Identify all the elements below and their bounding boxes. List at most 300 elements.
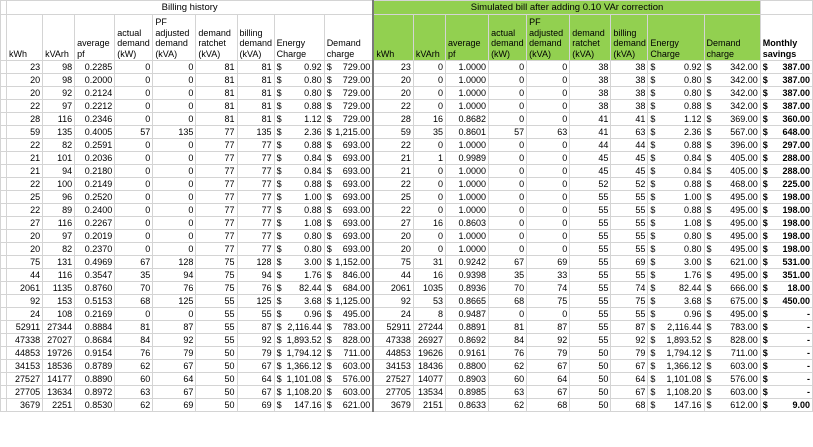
- simulated-cell[interactable]: 75: [611, 295, 648, 308]
- simulated-cell[interactable]: 60: [489, 373, 527, 386]
- simulated-cell[interactable]: 1.0000: [445, 74, 488, 87]
- monthly-savings-header[interactable]: Monthly savings: [760, 15, 812, 61]
- simulated-cell[interactable]: 45: [570, 152, 611, 165]
- savings-cell[interactable]: $ 387.00: [760, 74, 812, 87]
- simulated-cell[interactable]: 59: [373, 126, 413, 139]
- savings-cell[interactable]: $ 648.00: [760, 126, 812, 139]
- simulated-cell[interactable]: $ 342.00: [704, 87, 760, 100]
- simulated-cell[interactable]: 0.8800: [445, 360, 488, 373]
- simulated-cell[interactable]: 0.8985: [445, 386, 488, 399]
- data-cell[interactable]: 92: [153, 334, 196, 347]
- simulated-cell[interactable]: 0: [527, 243, 570, 256]
- data-cell[interactable]: 0: [115, 139, 153, 152]
- simulated-cell[interactable]: 55: [611, 191, 648, 204]
- simulated-cell[interactable]: 1.0000: [445, 100, 488, 113]
- column-header-left[interactable]: kWh: [7, 15, 43, 61]
- simulated-cell[interactable]: 52: [570, 178, 611, 191]
- data-cell[interactable]: 22: [7, 100, 43, 113]
- simulated-cell[interactable]: $ 495.00: [704, 204, 760, 217]
- data-cell[interactable]: $ 693.00: [324, 191, 373, 204]
- billing-history-heading[interactable]: Billing history: [7, 1, 374, 15]
- simulated-cell[interactable]: 20: [373, 74, 413, 87]
- data-cell[interactable]: 0: [115, 308, 153, 321]
- data-cell[interactable]: 50: [196, 373, 237, 386]
- data-cell[interactable]: $ 693.00: [324, 217, 373, 230]
- simulated-cell[interactable]: 0: [527, 308, 570, 321]
- simulated-cell[interactable]: 74: [611, 282, 648, 295]
- data-cell[interactable]: 0: [115, 191, 153, 204]
- simulated-cell[interactable]: 67: [489, 256, 527, 269]
- simulated-cell[interactable]: 1.0000: [445, 139, 488, 152]
- data-cell[interactable]: $ 0.84: [274, 152, 324, 165]
- simulated-cell[interactable]: 8: [413, 308, 445, 321]
- simulated-cell[interactable]: $ 495.00: [704, 269, 760, 282]
- simulated-cell[interactable]: 84: [489, 334, 527, 347]
- data-cell[interactable]: 116: [43, 217, 75, 230]
- data-cell[interactable]: 131: [43, 256, 75, 269]
- data-cell[interactable]: 0.2285: [75, 61, 115, 74]
- simulated-cell[interactable]: 44: [611, 139, 648, 152]
- data-cell[interactable]: 77: [237, 191, 274, 204]
- data-cell[interactable]: 20: [7, 87, 43, 100]
- data-cell[interactable]: 81: [196, 74, 237, 87]
- simulated-cell[interactable]: 38: [611, 74, 648, 87]
- data-cell[interactable]: 89: [43, 204, 75, 217]
- simulated-cell[interactable]: 55: [570, 334, 611, 347]
- simulated-cell[interactable]: 0: [489, 165, 527, 178]
- savings-cell[interactable]: $ 198.00: [760, 230, 812, 243]
- simulated-cell[interactable]: 22: [373, 178, 413, 191]
- simulated-cell[interactable]: 20: [373, 87, 413, 100]
- simulated-cell[interactable]: 69: [527, 256, 570, 269]
- simulated-cell[interactable]: 38: [611, 100, 648, 113]
- simulated-cell[interactable]: $ 1,893.52: [648, 334, 704, 347]
- simulated-cell[interactable]: 0: [527, 204, 570, 217]
- simulated-cell[interactable]: $ 495.00: [704, 230, 760, 243]
- data-cell[interactable]: 57: [115, 126, 153, 139]
- data-cell[interactable]: 77: [196, 126, 237, 139]
- data-cell[interactable]: 77: [237, 152, 274, 165]
- simulated-cell[interactable]: 0.8682: [445, 113, 488, 126]
- simulated-cell[interactable]: $ 0.88: [648, 204, 704, 217]
- data-cell[interactable]: $ 1.76: [274, 269, 324, 282]
- savings-cell[interactable]: $ 198.00: [760, 243, 812, 256]
- data-cell[interactable]: $ 729.00: [324, 100, 373, 113]
- data-cell[interactable]: 64: [237, 373, 274, 386]
- data-cell[interactable]: $ 0.96: [274, 308, 324, 321]
- simulated-cell[interactable]: $ 495.00: [704, 191, 760, 204]
- data-cell[interactable]: 81: [196, 113, 237, 126]
- simulated-cell[interactable]: $ 666.00: [704, 282, 760, 295]
- data-cell[interactable]: $ 729.00: [324, 61, 373, 74]
- savings-cell[interactable]: $ 18.00: [760, 282, 812, 295]
- data-cell[interactable]: 69: [237, 399, 274, 412]
- simulated-cell[interactable]: $ 567.00: [704, 126, 760, 139]
- simulated-cell[interactable]: $ 612.00: [704, 399, 760, 412]
- data-cell[interactable]: 3679: [7, 399, 43, 412]
- data-cell[interactable]: 22: [7, 204, 43, 217]
- simulated-cell[interactable]: 68: [611, 399, 648, 412]
- simulated-cell[interactable]: 45: [611, 152, 648, 165]
- data-cell[interactable]: 20: [7, 74, 43, 87]
- simulated-cell[interactable]: 50: [570, 360, 611, 373]
- data-cell[interactable]: 0: [115, 204, 153, 217]
- data-cell[interactable]: $ 783.00: [324, 321, 373, 334]
- data-cell[interactable]: 82: [43, 139, 75, 152]
- savings-cell[interactable]: $ 198.00: [760, 191, 812, 204]
- data-cell[interactable]: 0.2180: [75, 165, 115, 178]
- simulated-cell[interactable]: $ 783.00: [704, 321, 760, 334]
- data-cell[interactable]: $ 147.16: [274, 399, 324, 412]
- simulated-cell[interactable]: 92: [611, 334, 648, 347]
- simulated-cell[interactable]: 92: [373, 295, 413, 308]
- data-cell[interactable]: 76: [237, 282, 274, 295]
- data-cell[interactable]: $ 693.00: [324, 178, 373, 191]
- data-cell[interactable]: 13634: [43, 386, 75, 399]
- data-cell[interactable]: 0.8972: [75, 386, 115, 399]
- simulated-cell[interactable]: 69: [611, 256, 648, 269]
- data-cell[interactable]: 2251: [43, 399, 75, 412]
- simulated-cell[interactable]: 0: [413, 243, 445, 256]
- simulated-cell[interactable]: $ 0.92: [648, 61, 704, 74]
- simulated-cell[interactable]: 41: [611, 113, 648, 126]
- simulated-cell[interactable]: $ 675.00: [704, 295, 760, 308]
- simulated-cell[interactable]: 1035: [413, 282, 445, 295]
- data-cell[interactable]: 75: [196, 256, 237, 269]
- simulated-cell[interactable]: 55: [570, 256, 611, 269]
- data-cell[interactable]: 27527: [7, 373, 43, 386]
- data-cell[interactable]: 108: [43, 308, 75, 321]
- data-cell[interactable]: $ 711.00: [324, 347, 373, 360]
- data-cell[interactable]: $ 0.84: [274, 165, 324, 178]
- data-cell[interactable]: 135: [153, 126, 196, 139]
- simulated-cell[interactable]: 55: [570, 191, 611, 204]
- data-cell[interactable]: 0.2169: [75, 308, 115, 321]
- simulated-cell[interactable]: 67: [611, 360, 648, 373]
- data-cell[interactable]: 0.8890: [75, 373, 115, 386]
- data-cell[interactable]: 55: [196, 321, 237, 334]
- simulated-cell[interactable]: 35: [489, 269, 527, 282]
- savings-cell[interactable]: $ -: [760, 360, 812, 373]
- data-cell[interactable]: 81: [237, 61, 274, 74]
- simulated-cell[interactable]: 55: [570, 243, 611, 256]
- simulated-cell[interactable]: 0: [527, 139, 570, 152]
- data-cell[interactable]: 27027: [43, 334, 75, 347]
- data-cell[interactable]: 0.8530: [75, 399, 115, 412]
- savings-cell[interactable]: $ 351.00: [760, 269, 812, 282]
- data-cell[interactable]: 14177: [43, 373, 75, 386]
- data-cell[interactable]: 0: [153, 87, 196, 100]
- simulated-cell[interactable]: 52911: [373, 321, 413, 334]
- data-cell[interactable]: 81: [196, 87, 237, 100]
- simulated-cell[interactable]: 0: [527, 230, 570, 243]
- data-cell[interactable]: $ 0.88: [274, 178, 324, 191]
- data-cell[interactable]: $ 0.92: [274, 61, 324, 74]
- data-cell[interactable]: 87: [153, 321, 196, 334]
- data-cell[interactable]: 77: [196, 191, 237, 204]
- simulated-cell[interactable]: $ 495.00: [704, 308, 760, 321]
- data-cell[interactable]: $ 0.80: [274, 243, 324, 256]
- simulated-cell[interactable]: 0: [489, 308, 527, 321]
- savings-cell[interactable]: $ 387.00: [760, 100, 812, 113]
- simulated-cell[interactable]: 87: [611, 321, 648, 334]
- simulated-cell[interactable]: 13534: [413, 386, 445, 399]
- savings-cell[interactable]: $ 450.00: [760, 295, 812, 308]
- simulated-cell[interactable]: 23: [373, 61, 413, 74]
- data-cell[interactable]: 77: [237, 178, 274, 191]
- simulated-cell[interactable]: 0.8603: [445, 217, 488, 230]
- data-cell[interactable]: 20: [7, 230, 43, 243]
- simulated-cell[interactable]: 0.9161: [445, 347, 488, 360]
- column-header-right[interactable]: actual demand (kW): [489, 15, 527, 61]
- data-cell[interactable]: 0.2019: [75, 230, 115, 243]
- data-cell[interactable]: 52911: [7, 321, 43, 334]
- simulated-cell[interactable]: $ 1,101.08: [648, 373, 704, 386]
- simulated-cell[interactable]: 55: [611, 217, 648, 230]
- simulated-cell[interactable]: $ 342.00: [704, 74, 760, 87]
- data-cell[interactable]: 82: [43, 243, 75, 256]
- simulated-cell[interactable]: 24: [373, 308, 413, 321]
- simulated-cell[interactable]: 76: [489, 347, 527, 360]
- data-cell[interactable]: 0.2346: [75, 113, 115, 126]
- simulated-cell[interactable]: 1.0000: [445, 204, 488, 217]
- simulated-cell[interactable]: 0: [527, 165, 570, 178]
- simulated-cell[interactable]: 0: [413, 204, 445, 217]
- simulated-cell[interactable]: $ 82.44: [648, 282, 704, 295]
- simulated-cell[interactable]: 0: [413, 139, 445, 152]
- data-cell[interactable]: 0: [153, 113, 196, 126]
- column-header-left[interactable]: Demand charge: [324, 15, 373, 61]
- simulated-cell[interactable]: 68: [489, 295, 527, 308]
- simulated-cell[interactable]: 1.0000: [445, 191, 488, 204]
- simulated-cell[interactable]: $ 0.88: [648, 178, 704, 191]
- data-cell[interactable]: 50: [196, 360, 237, 373]
- simulated-cell[interactable]: $ 576.00: [704, 373, 760, 386]
- simulated-cell[interactable]: 50: [570, 386, 611, 399]
- data-cell[interactable]: $ 603.00: [324, 360, 373, 373]
- data-cell[interactable]: 77: [237, 243, 274, 256]
- simulated-cell[interactable]: $ 1.12: [648, 113, 704, 126]
- simulated-cell[interactable]: 55: [611, 204, 648, 217]
- simulated-cell[interactable]: 1.0000: [445, 165, 488, 178]
- data-cell[interactable]: $ 1,366.12: [274, 360, 324, 373]
- simulated-cell[interactable]: 87: [527, 321, 570, 334]
- data-cell[interactable]: 27705: [7, 386, 43, 399]
- data-cell[interactable]: 0: [153, 100, 196, 113]
- data-cell[interactable]: 92: [7, 295, 43, 308]
- simulated-cell[interactable]: $ 495.00: [704, 217, 760, 230]
- simulated-cell[interactable]: $ 0.80: [648, 74, 704, 87]
- simulated-cell[interactable]: 14077: [413, 373, 445, 386]
- data-cell[interactable]: 1135: [43, 282, 75, 295]
- data-cell[interactable]: 67: [153, 360, 196, 373]
- savings-cell[interactable]: $ -: [760, 321, 812, 334]
- simulated-cell[interactable]: 31: [413, 256, 445, 269]
- data-cell[interactable]: 23: [7, 61, 43, 74]
- data-cell[interactable]: 0: [153, 204, 196, 217]
- data-cell[interactable]: 27344: [43, 321, 75, 334]
- simulated-cell[interactable]: $ 828.00: [704, 334, 760, 347]
- simulated-cell[interactable]: 79: [611, 347, 648, 360]
- simulated-cell[interactable]: $ 3.68: [648, 295, 704, 308]
- simulated-cell[interactable]: $ 0.80: [648, 243, 704, 256]
- simulated-cell[interactable]: 45: [611, 165, 648, 178]
- data-cell[interactable]: 55: [196, 295, 237, 308]
- simulated-cell[interactable]: 26927: [413, 334, 445, 347]
- savings-cell[interactable]: $ 297.00: [760, 139, 812, 152]
- data-cell[interactable]: 77: [237, 139, 274, 152]
- column-header-right[interactable]: demand ratchet (kVA): [570, 15, 611, 61]
- simulated-cell[interactable]: 16: [413, 217, 445, 230]
- data-cell[interactable]: 25: [7, 191, 43, 204]
- data-cell[interactable]: 50: [196, 347, 237, 360]
- data-cell[interactable]: $ 729.00: [324, 74, 373, 87]
- data-cell[interactable]: 135: [237, 126, 274, 139]
- data-cell[interactable]: 0: [115, 152, 153, 165]
- simulated-cell[interactable]: $ 2.36: [648, 126, 704, 139]
- data-cell[interactable]: 0: [115, 74, 153, 87]
- simulated-cell[interactable]: 0: [413, 87, 445, 100]
- simulated-cell[interactable]: 21: [373, 165, 413, 178]
- data-cell[interactable]: $ 693.00: [324, 204, 373, 217]
- simulated-cell[interactable]: 0.8633: [445, 399, 488, 412]
- data-cell[interactable]: $ 684.00: [324, 282, 373, 295]
- simulated-cell[interactable]: 0: [489, 74, 527, 87]
- simulated-cell[interactable]: 0: [489, 243, 527, 256]
- simulated-cell[interactable]: 55: [570, 204, 611, 217]
- data-cell[interactable]: 0.2591: [75, 139, 115, 152]
- column-header-left[interactable]: average pf: [75, 15, 115, 61]
- data-cell[interactable]: 55: [237, 308, 274, 321]
- simulated-cell[interactable]: $ 603.00: [704, 360, 760, 373]
- data-cell[interactable]: 0.2036: [75, 152, 115, 165]
- simulated-cell[interactable]: 1.0000: [445, 230, 488, 243]
- simulated-cell[interactable]: 79: [527, 347, 570, 360]
- simulated-cell[interactable]: $ 1,366.12: [648, 360, 704, 373]
- data-cell[interactable]: 64: [153, 373, 196, 386]
- data-cell[interactable]: 0.8884: [75, 321, 115, 334]
- simulated-cell[interactable]: 0: [489, 100, 527, 113]
- data-cell[interactable]: $ 0.80: [274, 74, 324, 87]
- simulated-cell[interactable]: 64: [527, 373, 570, 386]
- data-cell[interactable]: 0: [153, 139, 196, 152]
- data-cell[interactable]: 59: [7, 126, 43, 139]
- data-cell[interactable]: 0: [115, 87, 153, 100]
- simulated-cell[interactable]: 68: [527, 399, 570, 412]
- simulated-cell[interactable]: 38: [570, 74, 611, 87]
- savings-cell[interactable]: $ 198.00: [760, 217, 812, 230]
- data-cell[interactable]: 28: [7, 113, 43, 126]
- column-header-right[interactable]: kWh: [373, 15, 413, 61]
- simulated-cell[interactable]: $ 468.00: [704, 178, 760, 191]
- simulated-cell[interactable]: 0: [413, 165, 445, 178]
- data-cell[interactable]: 0.8760: [75, 282, 115, 295]
- data-cell[interactable]: 77: [237, 217, 274, 230]
- data-cell[interactable]: 79: [237, 347, 274, 360]
- data-cell[interactable]: $ 0.88: [274, 204, 324, 217]
- data-cell[interactable]: 75: [7, 256, 43, 269]
- simulated-cell[interactable]: $ 0.96: [648, 308, 704, 321]
- simulated-cell[interactable]: 92: [527, 334, 570, 347]
- data-cell[interactable]: 0: [153, 230, 196, 243]
- simulated-cell[interactable]: 1.0000: [445, 87, 488, 100]
- simulated-cell[interactable]: 67: [611, 386, 648, 399]
- simulated-cell[interactable]: 0: [489, 217, 527, 230]
- data-cell[interactable]: 34153: [7, 360, 43, 373]
- data-cell[interactable]: 22: [7, 139, 43, 152]
- data-cell[interactable]: 100: [43, 178, 75, 191]
- simulated-cell[interactable]: 27705: [373, 386, 413, 399]
- data-cell[interactable]: 97: [43, 100, 75, 113]
- data-cell[interactable]: 81: [237, 87, 274, 100]
- data-cell[interactable]: 75: [196, 269, 237, 282]
- data-cell[interactable]: $ 0.88: [274, 100, 324, 113]
- data-cell[interactable]: 94: [153, 269, 196, 282]
- simulated-cell[interactable]: 45: [570, 165, 611, 178]
- data-cell[interactable]: $ 2.36: [274, 126, 324, 139]
- data-cell[interactable]: 77: [196, 243, 237, 256]
- simulated-cell[interactable]: 35: [413, 126, 445, 139]
- simulated-cell[interactable]: 0: [489, 87, 527, 100]
- simulated-cell[interactable]: 55: [611, 243, 648, 256]
- simulated-cell[interactable]: 64: [611, 373, 648, 386]
- data-cell[interactable]: 27: [7, 217, 43, 230]
- simulated-cell[interactable]: 55: [570, 217, 611, 230]
- column-header-right[interactable]: Demand charge: [704, 15, 760, 61]
- data-cell[interactable]: 44: [7, 269, 43, 282]
- simulated-cell[interactable]: 0.8665: [445, 295, 488, 308]
- simulated-cell[interactable]: 0: [413, 191, 445, 204]
- simulated-cell[interactable]: 62: [489, 399, 527, 412]
- simulated-cell[interactable]: $ 1.76: [648, 269, 704, 282]
- data-cell[interactable]: 0.4005: [75, 126, 115, 139]
- simulated-cell[interactable]: 0.8692: [445, 334, 488, 347]
- simulated-cell[interactable]: 27244: [413, 321, 445, 334]
- simulated-cell[interactable]: 62: [489, 360, 527, 373]
- simulated-cell[interactable]: 50: [570, 373, 611, 386]
- data-cell[interactable]: $ 1,215.00: [324, 126, 373, 139]
- simulated-cell[interactable]: 38: [611, 61, 648, 74]
- simulated-cell[interactable]: 0: [489, 61, 527, 74]
- simulated-cell[interactable]: 81: [489, 321, 527, 334]
- data-cell[interactable]: $ 1.08: [274, 217, 324, 230]
- data-cell[interactable]: $ 1,101.08: [274, 373, 324, 386]
- simulated-cell[interactable]: 0.8891: [445, 321, 488, 334]
- savings-cell[interactable]: $ 288.00: [760, 152, 812, 165]
- data-cell[interactable]: 76: [115, 347, 153, 360]
- column-header-right[interactable]: Energy Charge: [648, 15, 704, 61]
- simulated-cell[interactable]: 44: [570, 139, 611, 152]
- simulated-cell[interactable]: 70: [489, 282, 527, 295]
- data-cell[interactable]: $ 576.00: [324, 373, 373, 386]
- simulated-cell[interactable]: 19626: [413, 347, 445, 360]
- simulated-cell[interactable]: 22: [373, 100, 413, 113]
- simulated-cell[interactable]: 0.8936: [445, 282, 488, 295]
- data-cell[interactable]: 77: [196, 152, 237, 165]
- simulated-cell[interactable]: 0: [413, 100, 445, 113]
- column-header-left[interactable]: demand ratchet (kVA): [196, 15, 237, 61]
- data-cell[interactable]: $ 0.88: [274, 139, 324, 152]
- data-cell[interactable]: 0.9154: [75, 347, 115, 360]
- simulated-cell[interactable]: $ 0.88: [648, 100, 704, 113]
- data-cell[interactable]: $ 693.00: [324, 165, 373, 178]
- simulated-cell[interactable]: 38: [570, 100, 611, 113]
- data-cell[interactable]: 44853: [7, 347, 43, 360]
- header-cell[interactable]: [760, 1, 812, 15]
- data-cell[interactable]: 98: [43, 74, 75, 87]
- data-cell[interactable]: 76: [153, 282, 196, 295]
- data-cell[interactable]: $ 1,794.12: [274, 347, 324, 360]
